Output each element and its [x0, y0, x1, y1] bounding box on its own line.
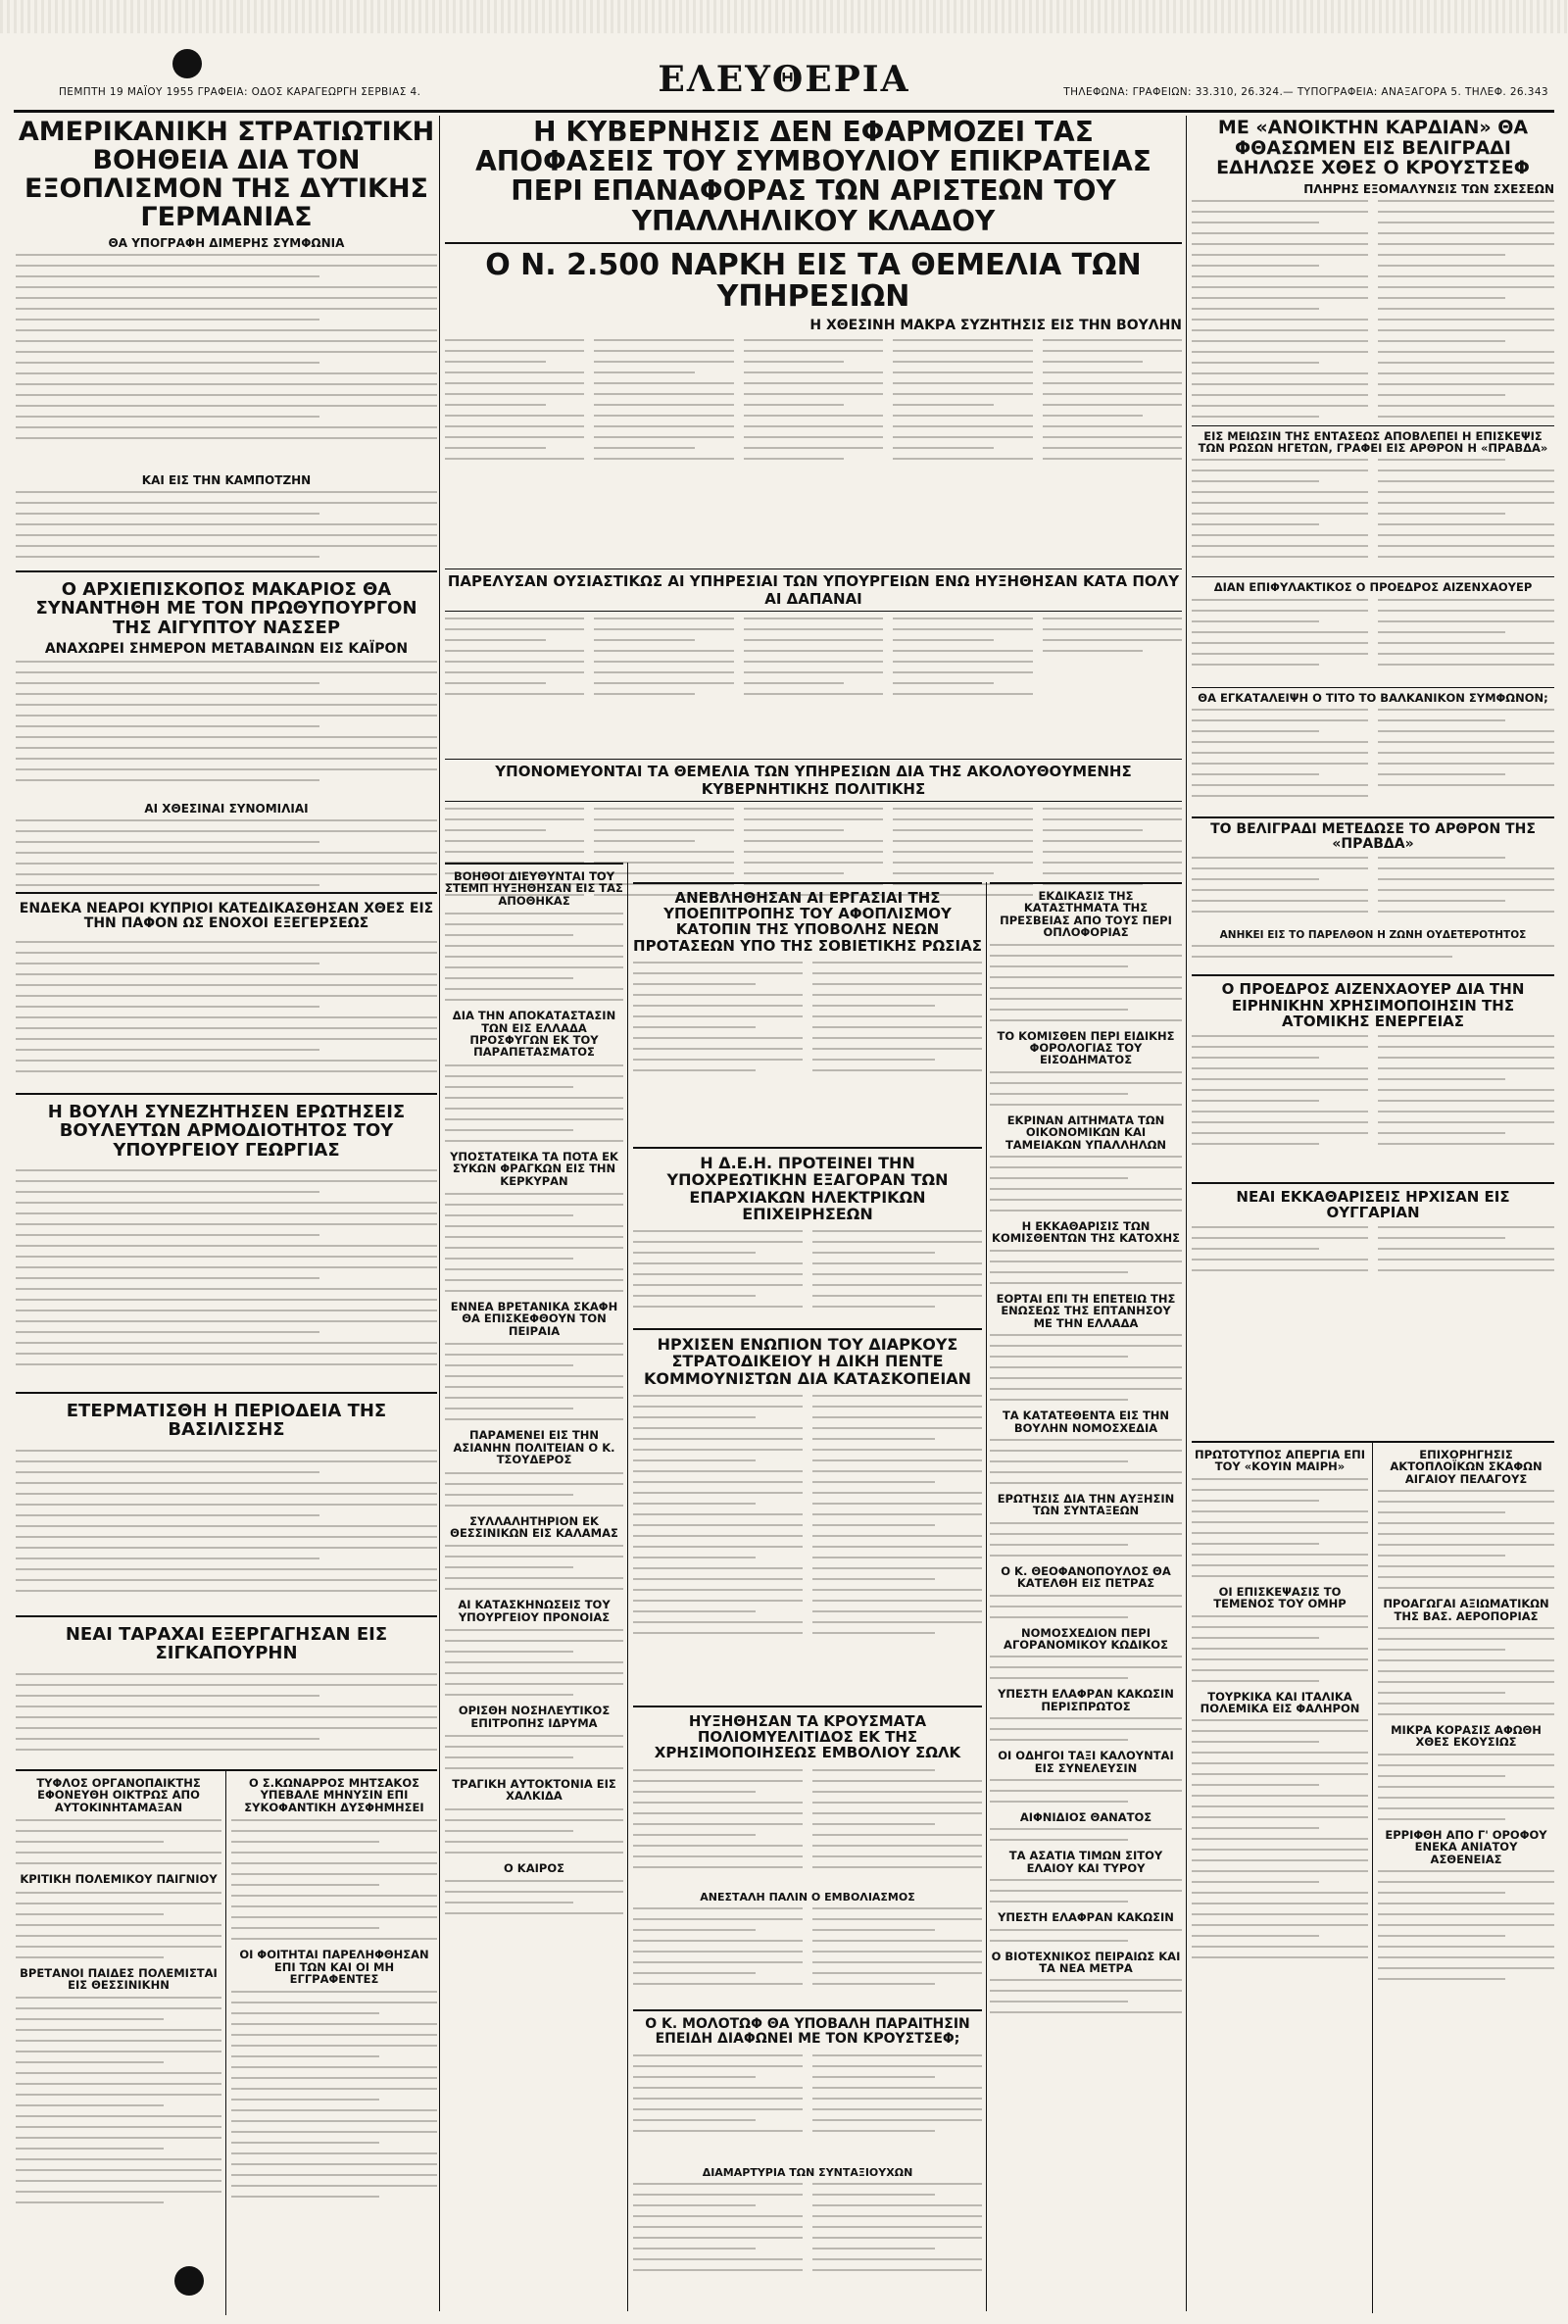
article-body	[633, 962, 982, 1109]
article-body	[16, 819, 437, 886]
masthead-rule	[14, 110, 1554, 113]
article-body	[445, 1343, 623, 1420]
article-body	[1378, 1870, 1554, 1980]
article-polio-vaccine	[633, 1706, 982, 2006]
brief-headline: ΟΙ ΕΠΙΣΚΕΨΑΣΙΣ ΤΟ ΤΕΜΕΝΟΣ ΤΟΥ ΟΜΗΡ	[1213, 1584, 1347, 1611]
article-body	[1378, 1490, 1554, 1589]
subhead: ΔΙΑΜΑΡΤΥΡΙΑ ΤΩΝ ΣΥΝΤΑΞΙΟΥΧΩΝ	[702, 2166, 913, 2180]
subhead: ΑΝΗΚΕΙ ΕΙΣ ΤΟ ΠΑΡΕΛΘΟΝ Η ΖΩΝΗ ΟΥΔΕΤΕΡΟΤΗΤΟΣ	[1219, 929, 1527, 942]
article-us-aid-germany	[16, 118, 437, 564]
brief-headline: ΕΡΩΤΗΣΙΣ ΔΙΑ ΤΗΝ ΑΥΞΗΣΙΝ ΤΩΝ ΣΥΝΤΑΞΕΩΝ	[997, 1491, 1175, 1518]
article-body	[990, 1595, 1182, 1618]
brief-headline: ΤΑ ΚΑΤΑΤΕΘΕΝΤΑ ΕΙΣ ΤΗΝ ΒΟΥΛΗΝ ΝΟΜΟΣΧΕΔΙΑ	[1002, 1409, 1170, 1435]
brief-headline: ΣΥΛΛΑΛΗΤΗΡΙΟΝ ΕΚ ΘΕΣΣΙΝΙΚΩΝ ΕΙΣ ΚΑΛΑΜΑΣ	[450, 1513, 618, 1540]
article-body	[445, 913, 623, 1001]
headline: ΝΕΑΙ ΤΑΡΑΧΑΙ ΕΞΕΡΓΑΓΗΣΑΝ ΕΙΣ ΣΙΓΚΑΠΟΥΡΗΝ	[65, 1624, 388, 1664]
headline: Ο Κ. ΜΟΛΟΤΩΦ ΘΑ ΥΠΟΒΑΛΗ ΠΑΡΑΙΤΗΣΙΝ ΕΠΕΙΔΗ ΔΙΑΦΩΝΕΙ ΜΕ ΤΟΝ ΚΡΟΥΣΤΣΕΦ;	[645, 2016, 970, 2048]
brief-headline: ΕΚΔΙΚΑΣΙΣ ΤΗΣ ΚΑΤΑΣΤΗΜΑΤΑ ΤΗΣ ΠΡΕΣΒΕΙΑΣ ΑΠΟ ΤΟΥΣ ΠΕΡΙ ΟΠΛΟΦΟΡΙΑΣ	[1000, 889, 1172, 940]
article-body	[16, 1819, 221, 1864]
column-divider	[1372, 1443, 1373, 2313]
newspaper-page	[14, 0, 1554, 2324]
article-body	[445, 1880, 623, 1914]
subhead: ΑΝΕΣΤΑΛΗ ΠΑΛΙΝ Ο ΕΜΒΟΛΙΑΣΜΟΣ	[700, 1890, 915, 1904]
article-singapore-riots	[16, 1615, 437, 1764]
article-body	[633, 1769, 982, 1887]
subheadline: ΘΑ ΕΓΚΑΤΑΛΕΙΨΗ Ο ΤΙΤΟ ΤΟ ΒΑΛΚΑΝΙΚΟΝ ΣΥΜΦΩΝΟΝ;	[1192, 687, 1554, 704]
subheadline: Ο ΠΡΟΕΔΡΟΣ ΑΙΖΕΝΧΑΟΥΕΡ ΔΙΑ ΤΗΝ ΕΙΡΗΝΙΚΗΝ ΧΡΗΣΙΜΟΠΟΙΗΣΙΝ ΤΗΣ ΑΤΟΜΙΚΗΣ ΕΝΕΡΓΕΙΑΣ	[1192, 974, 1554, 1029]
center-briefs	[445, 863, 623, 2313]
article-body	[1192, 1478, 1368, 1577]
headline: Η ΒΟΥΛΗ ΣΥΝΕΖΗΤΗΣΕΝ ΕΡΩΤΗΣΕΙΣ ΒΟΥΛΕΥΤΩΝ ΑΡΜΟΔΙΟΤΗΤΟΣ ΤΟΥ ΥΠΟΥΡΓΕΙΟΥ ΓΕΩΡΓΙΑΣ	[47, 1102, 406, 1161]
lead-banner: ΠΑΡΕΛΥΣΑΝ ΟΥΣΙΑΣΤΙΚΩΣ ΑΙ ΥΠΗΡΕΣΙΑΙ ΤΩΝ ΥΠΟΥΡΓΕΙΩΝ ΕΝΩ ΗΥΞΗΘΗΣΑΝ ΚΑΤΑ ΠΟΛΥ ΑΙ ΔΑΠΑΝΑΙ	[445, 569, 1182, 612]
article-body	[1192, 200, 1554, 425]
lead-banner: ΥΠΟΝΟΜΕΥΟΝΤΑΙ ΤΑ ΘΕΜΕΛΙΑ ΤΩΝ ΥΠΗΡΕΣΙΩΝ ΔΙΑ ΤΗΣ ΑΚΟΛΟΥΘΟΥΜΕΝΗΣ ΚΥΒΕΡΝΗΤΙΚΗΣ ΠΟΛΙΤΙΚΗΣ	[445, 759, 1182, 802]
column-divider	[627, 863, 628, 2311]
article-body	[990, 1656, 1182, 1679]
right-bottom-briefs	[1192, 1441, 1554, 2313]
article-body	[1192, 1035, 1554, 1182]
masthead	[14, 59, 1554, 106]
article-cypriots-sentenced	[16, 892, 437, 1090]
brief-headline: ΤΡΑΓΙΚΗ ΑΥΤΟΚΤΟΝΙΑ ΕΙΣ ΧΑΛΚΙΔΑ	[452, 1776, 616, 1804]
article-body	[445, 1064, 623, 1142]
article-body	[1192, 945, 1554, 974]
article-body	[990, 1522, 1182, 1557]
brief-headline: ΟΡΙΣΘΗ ΝΟΣΗΛΕΥΤΙΚΟΣ ΕΠΙΤΡΟΠΗΣ ΙΔΡΥΜΑ	[458, 1704, 611, 1730]
headline: ΑΜΕΡΙΚΑΝΙΚΗ ΣΤΡΑΤΙΩΤΙΚΗ ΒΟΗΘΕΙΑ ΔΙΑ ΤΟΝ ΕΞΟΠΛΙΣΜΟΝ ΤΗΣ ΔΥΤΙΚΗΣ ΓΕΡΜΑΝΙΑΣ	[18, 118, 435, 233]
brief-headline: ΤΟ ΚΟΜΙΣΘΕΝ ΠΕΡΙ ΕΙΔΙΚΗΣ ΦΟΡΟΛΟΓΙΑΣ ΤΟΥ ΕΙΣΟΔΗΜΑΤΟΣ	[997, 1028, 1175, 1067]
article-body	[633, 1230, 982, 1325]
article-body	[16, 254, 437, 470]
column-divider	[1186, 116, 1187, 2311]
brief-headline: ΕΝΝΕΑ ΒΡΕΤΑΝΙΚΑ ΣΚΑΦΗ ΘΑ ΕΠΙΣΚΕΦΘΟΥΝ ΤΟΝ ΠΕΙΡΑΙΑ	[450, 1300, 618, 1338]
article-body	[445, 618, 1182, 755]
brief-headline: ΕΚΡΙΝΑΝ ΑΙΤΗΜΑΤΑ ΤΩΝ ΟΙΚΟΝΟΜΙΚΩΝ ΚΑΙ ΤΑΜΕΙΑΚΩΝ ΥΠΑΛΛΗΛΩΝ	[1004, 1113, 1167, 1152]
article-body	[445, 339, 1182, 565]
headline: Ο ΑΡΧΙΕΠΙΣΚΟΠΟΣ ΜΑΚΑΡΙΟΣ ΘΑ ΣΥΝΑΝΤΗΘΗ ΜΕ ΤΟΝ ΠΡΩΘΥΠΟΥΡΓΟΝ ΤΗΣ ΑΙΓΥΠΤΟΥ ΝΑΣΣΕΡ	[35, 579, 417, 638]
article-body	[445, 1545, 623, 1590]
headline: ΕΝΔΕΚΑ ΝΕΑΡΟΙ ΚΥΠΡΙΟΙ ΚΑΤΕΔΙΚΑΣΘΗΣΑΝ ΧΘΕΣ ΕΙΣ ΤΗΝ ΠΑΦΟΝ ΩΣ ΕΝΟΧΟΙ ΕΞΕΓΕΡΣΕΩΣ	[19, 901, 434, 932]
headline: ΗΡΧΙΣΕΝ ΕΝΩΠΙΟΝ ΤΟΥ ΔΙΑΡΚΟΥΣ ΣΤΡΑΤΟΔΙΚΕΙΟΥ Η ΔΙΚΗ ΠΕΝΤΕ ΚΟΜΜΟΥΝΙΣΤΩΝ ΔΙΑ ΚΑΤΑΣΚΟΠΕΙΑΝ	[643, 1335, 972, 1388]
headline: Η Δ.Ε.Η. ΠΡΟΤΕΙΝΕΙ ΤΗΝ ΥΠΟΧΡΕΩΤΙΚΗΝ ΕΞΑΓΟΡΑΝ ΤΩΝ ΕΠΑΡΧΙΑΚΩΝ ΗΛΕΚΤΡΙΚΩΝ ΕΠΙΧΕΙΡΗΣΕΩΝ	[666, 1154, 949, 1223]
article-body	[990, 1979, 1182, 2013]
subheadline: ΤΟ ΒΕΛΙΓΡΑΔΙ ΜΕΤΕΔΩΣΕ ΤΟ ΑΡΘΡΟΝ ΤΗΣ «ΠΡΑΒΔΑ»	[1192, 816, 1554, 852]
brief-headline: ΔΙΑ ΤΗΝ ΑΠΟΚΑΤΑΣΤΑΣΙΝ ΤΩΝ ΕΙΣ ΕΛΛΑΔΑ ΠΡΟΣΦΥΓΩΝ ΕΚ ΤΟΥ ΠΑΡΑΠΕΤΑΣΜΑΤΟΣ	[452, 1009, 616, 1060]
subhead: ΚΑΙ ΕΙΣ ΤΗΝ ΚΑΜΠΟΤΖΗΝ	[141, 472, 312, 487]
article-body	[1192, 599, 1554, 687]
article-body	[16, 491, 437, 564]
subheadline: ΔΙΑΝ ΕΠΙΦΥΛΑΚΤΙΚΟΣ Ο ΠΡΟΕΔΡΟΣ ΑΙΖΕΝΧΑΟΥΕΡ	[1192, 576, 1554, 593]
article-khrushchev-belgrade	[1192, 118, 1554, 1431]
article-court-martial	[633, 1328, 982, 1703]
brief-headline: ΕΡΡΙΦΘΗ ΑΠΟ Γ' ΟΡΟΦΟΥ ΕΝΕΚΑ ΑΝΙΑΤΟΥ ΑΣΘΕΝΕΙΑΣ	[1385, 1827, 1547, 1866]
article-body	[990, 1879, 1182, 1903]
article-body	[990, 944, 1182, 1021]
brief-headline: ΒΟΗΘΟΙ ΔΙΕΥΘΥΝΤΑΙ ΤΟΥ ΣΤΕΜΠ ΗΥΞΗΘΗΣΑΝ ΕΙΣ ΤΑΣ ΑΠΟΘΗΚΑΣ	[445, 869, 623, 908]
brief-headline: Ο Κ. ΘΕΟΦΑΝΟΠΟΥΛΟΣ ΘΑ ΚΑΤΕΛΘΗ ΕΙΣ ΠΕΤΡΑΣ	[1001, 1563, 1171, 1591]
article-body	[1378, 1627, 1554, 1715]
brief-headline: ΑΙΦΝΙΔΙΟΣ ΘΑΝΑΤΟΣ	[1019, 1809, 1152, 1824]
deck: ΠΛΗΡΗΣ ΕΞΟΜΑΛΥΝΣΙΣ ΤΩΝ ΣΧΕΣΕΩΝ	[1303, 181, 1554, 196]
article-body	[16, 941, 437, 1072]
article-queen-tour	[16, 1392, 437, 1609]
article-body	[1192, 1226, 1554, 1305]
brief-headline: ΚΡΙΤΙΚΗ ΠΟΛΕΜΙΚΟΥ ΠΑΙΓΝΙΟΥ	[20, 1872, 218, 1887]
article-parliament-agriculture	[16, 1093, 437, 1389]
article-body	[16, 1169, 437, 1365]
brief-headline: ΕΟΡΤΑΙ ΕΠΙ ΤΗ ΕΠΕΤΕΙΩ ΤΗΣ ΕΝΩΣΕΩΣ ΤΗΣ ΕΠΤΑΝΗΣΟΥ ΜΕ ΤΗΝ ΕΛΛΑΔΑ	[996, 1291, 1176, 1330]
article-body	[633, 1395, 982, 1699]
brief-headline: Ο Σ.ΚΩΝΑΡΡΟΣ ΜΗΤΣΑΚΟΣ ΥΠΕΒΑΛΕ ΜΗΝΥΣΙΝ ΕΠΙ ΣΥΚΟΦΑΝΤΙΚΗ ΔΥΣΦΗΜΗΣΕΙ	[244, 1776, 424, 1814]
article-body	[990, 1717, 1182, 1741]
dateline: ΠΕΜΠΤΗ 19 ΜΑΪΟΥ 1955 ΓΡΑΦΕΙΑ: ΟΔΟΣ ΚΑΡΑΓΕΩΡΓΗ ΣΕΡΒΙΑΣ 4.	[59, 86, 421, 98]
lead-rule	[445, 242, 1182, 244]
brief-headline: Ο ΒΙΟΤΕΧΝΙΚΟΣ ΠΕΙΡΑΙΩΣ ΚΑΙ ΤΑ ΝΕΑ ΜΕΤΡΑ	[991, 1949, 1181, 1975]
article-body	[445, 1193, 623, 1292]
lead-subheadline: Ο Ν. 2.500 ΝΑΡΚΗ ΕΙΣ ΤΑ ΘΕΜΕΛΙΑ ΤΩΝ ΥΠΗΡΕΣΙΩΝ	[485, 247, 1142, 315]
brief-headline: ΤΥΦΛΟΣ ΟΡΓΑΝΟΠΑΙΚΤΗΣ ΕΦΟΝΕΥΘΗ ΟΙΚΤΡΩΣ ΑΠΟ ΑΥΤΟΚΙΝΗΤΑΜΑΞΑΝ	[36, 1776, 201, 1814]
brief-headline: ΕΠΙΧΟΡΗΓΗΣΙΣ ΑΚΤΟΠΛΟΪΚΩΝ ΣΚΑΦΩΝ ΑΙΓΑΙΟΥ ΠΕΛΑΓΟΥΣ	[1390, 1448, 1543, 1486]
brief-headline: ΑΙ ΚΑΤΑΣΚΗΝΩΣΕΙΣ ΤΟΥ ΥΠΟΥΡΓΕΙΟΥ ΠΡΟΝΟΙΑΣ	[458, 1598, 611, 1624]
deck: ΘΑ ΥΠΟΓΡΑΦΗ ΔΙΜΕΡΗΣ ΣΥΜΦΩΝΙΑ	[108, 235, 345, 250]
article-body	[633, 1907, 982, 2005]
bottom-left-briefs	[16, 1769, 437, 2315]
column-divider	[439, 116, 440, 2311]
article-body	[1378, 1754, 1554, 1820]
lead-deck: Η ΧΘΕΣΙΝΗ ΜΑΚΡΑ ΣΥΖΗΤΗΣΙΣ ΕΙΣ ΤΗΝ ΒΟΥΛΗΝ	[809, 317, 1182, 333]
article-body	[16, 1892, 221, 1958]
article-body	[231, 1819, 437, 1940]
subheadline: ΝΕΑΙ ΕΚΚΑΘΑΡΙΣΕΙΣ ΗΡΧΙΣΑΝ ΕΙΣ ΟΥΓΓΑΡΙΑΝ	[1192, 1182, 1554, 1220]
article-disarmament	[633, 882, 982, 1144]
article-body	[445, 1472, 623, 1507]
headline: ΑΝΕΒΛΗΘΗΣΑΝ ΑΙ ΕΡΓΑΣΙΑΙ ΤΗΣ ΥΠΟΕΠΙΤΡΟΠΗΣ ΤΟΥ ΑΦΟΠΛΙΣΜΟΥ ΚΑΤΟΠΙΝ ΤΗΣ ΥΠΟΒΟΛΗΣ ΝΕΩΝ ΠΡΟΤΑΣΕΩΝ ΥΠΟ ΤΗΣ ΣΟΒΙΕΤΙΚΗΣ ΡΩΣΙΑΣ	[633, 889, 982, 955]
brief-headline: ΒΡΕΤΑΝΟΙ ΠΑΙΔΕΣ ΠΟΛΕΜΙΣΤΑΙ ΕΙΣ ΘΕΣΣΙΝΙΚΗΝ	[20, 1965, 218, 1993]
brief-headline: ΟΙ ΟΔΗΓΟΙ ΤΑΞΙ ΚΑΛΟΥΝΤΑΙ ΕΙΣ ΣΥΝΕΛΕΥΣΙΝ	[998, 1749, 1174, 1775]
brief-headline: ΤΟΥΡΚΙΚΑ ΚΑΙ ΙΤΑΛΙΚΑ ΠΟΛΕΜΙΚΑ ΕΙΣ ΦΑΛΗΡΟΝ	[1200, 1689, 1360, 1716]
article-makarios-nasser	[16, 570, 437, 886]
article-body	[633, 2183, 982, 2300]
article-dei-electric	[633, 1147, 982, 1325]
lead-article	[445, 118, 1182, 902]
brief-headline: ΝΟΜΟΣΧΕΔΙΟΝ ΠΕΡΙ ΑΓΟΡΑΝΟΜΙΚΟΥ ΚΩΔΙΚΟΣ	[1004, 1625, 1168, 1652]
column-divider	[225, 1771, 226, 2315]
article-body	[633, 2054, 982, 2162]
article-body	[990, 1334, 1182, 1401]
phone-line: ΤΗΛΕΦΩΝΑ: ΓΡΑΦΕΙΩΝ: 33.310, 26.324.— ΤΥΠΟΓΡΑΦΕΙΑ: ΑΝΑΞΑΓΟΡΑ 5. ΤΗΛΕΦ. 26.343	[1063, 86, 1548, 98]
article-body	[16, 1997, 221, 2203]
article-body	[990, 1071, 1182, 1106]
brief-headline: ΥΠΕΣΤΗ ΕΛΑΦΡΑΝ ΚΑΚΩΣΙΝ ΠΕΡΙΣΠΡΩΤΟΣ	[998, 1687, 1174, 1713]
article-molotov	[633, 2009, 982, 2313]
article-body	[1192, 709, 1554, 816]
article-body	[1192, 1615, 1368, 1682]
headline: ΕΤΕΡΜΑΤΙΣΘΗ Η ΠΕΡΙΟΔΕΙΑ ΤΗΣ ΒΑΣΙΛΙΣΣΗΣ	[66, 1401, 387, 1441]
article-body	[16, 661, 437, 798]
article-body	[990, 1828, 1182, 1841]
article-body	[990, 1929, 1182, 1942]
article-body	[1192, 1719, 1368, 1958]
article-body	[16, 1673, 437, 1751]
article-body	[990, 1439, 1182, 1484]
brief-headline: ΜΙΚΡΑ ΚΟΡΑΣΙΣ ΑΦΩΘΗ ΧΘΕΣ ΕΚΟΥΣΙΩΣ	[1391, 1723, 1542, 1750]
article-body	[445, 1735, 623, 1769]
article-body	[990, 1156, 1182, 1211]
article-body	[990, 1779, 1182, 1803]
brief-headline: ΥΠΕΣΤΗ ΕΛΑΦΡΑΝ ΚΑΚΩΣΙΝ	[998, 1910, 1174, 1925]
brief-headline: ΤΑ ΑΣΑΤΙΑ ΤΙΜΩΝ ΣΙΤΟΥ ΕΛΑΙΟΥ ΚΑΙ ΤΥΡΟΥ	[1008, 1849, 1163, 1875]
brief-headline: Η ΕΚΚΑΘΑΡΙΣΙΣ ΤΩΝ ΚΟΜΙΣΘΕΝΤΩΝ ΤΗΣ ΚΑΤΟΧΗΣ	[992, 1219, 1180, 1246]
brief-headline: ΥΠΟΣΤΑΤΕΙΚΑ ΤΑ ΠΟΤΑ ΕΚ ΣΥΚΩΝ ΦΡΑΓΚΩΝ ΕΙΣ ΤΗΝ ΚΕΡΚΥΡΑΝ	[450, 1149, 618, 1188]
brief-headline: ΟΙ ΦΟΙΤΗΤΑΙ ΠΑΡΕΛΗΦΘΗΣΑΝ ΕΠΙ ΤΩΝ ΚΑΙ ΟΙ ΜΗ ΕΓΓΡΑΦΕΝΤΕΣ	[239, 1948, 429, 1987]
article-body	[1192, 459, 1554, 576]
column-divider	[986, 882, 987, 2311]
newspaper-title: ΕΛΕΥΘΕΡΙΑ	[658, 59, 910, 100]
headline: ΜΕ «ΑΝΟΙΚΤΗΝ ΚΑΡΔΙΑΝ» ΘΑ ΦΘΑΣΩΜΕΝ ΕΙΣ ΒΕΛΙΓΡΑΔΙ ΕΔΗΛΩΣΕ ΧΘΕΣ Ο ΚΡΟΥΣΤΣΕΦ	[1216, 118, 1530, 179]
punch-hole	[172, 49, 202, 78]
brief-headline: ΠΡΩΤΟΤΥΠΟΣ ΑΠΕΡΓΙΑ ΕΠΙ ΤΟΥ «ΚΟΥΙΝ ΜΑΙΡΗ»	[1195, 1448, 1365, 1474]
deck: ΑΝΑΧΩΡΕΙ ΣΗΜΕΡΟΝ ΜΕΤΑΒΑΙΝΩΝ ΕΙΣ ΚΑΪΡΟΝ	[44, 641, 409, 658]
brief-headline: ΠΑΡΑΜΕΝΕΙ ΕΙΣ ΤΗΝ ΑΣΙΑΝΗΝ ΠΟΛΙΤΕΙΑΝ Ο Κ. ΤΣΟΥΔΕΡΟΣ	[453, 1428, 615, 1467]
article-body	[445, 1808, 623, 1854]
lead-headline: Η ΚΥΒΕΡΝΗΣΙΣ ΔΕΝ ΕΦΑΡΜΟΖΕΙ ΤΑΣ ΑΠΟΦΑΣΕΙΣ ΤΟΥ ΣΥΜΒΟΥΛΙΟΥ ΕΠΙΚΡΑΤΕΙΑΣ ΠΕΡΙ ΕΠΑΝΑΦΟΡΑΣ ΤΩΝ ΑΡΙΣΤΕΩΝ ΤΟΥ ΥΠΑΛΛΗΛΙΚΟΥ ΚΛΑΔΟΥ	[475, 118, 1152, 237]
headline: ΗΥΞΗΘΗΣΑΝ ΤΑ ΚΡΟΥΣΜΑΤΑ ΠΟΛΙΟΜΥΕΛΙΤΙΔΟΣ ΕΚ ΤΗΣ ΧΡΗΣΙΜΟΠΟΙΗΣΕΩΣ ΕΜΒΟΛΙΟΥ ΣΩΛΚ	[654, 1712, 961, 1762]
brief-headline: ΠΡΟΑΓΩΓΑΙ ΑΞΙΩΜΑΤΙΚΩΝ ΤΗΣ ΒΑΣ. ΑΕΡΟΠΟΡΙΑΣ	[1383, 1597, 1549, 1623]
subhead: ΑΙ ΧΘΕΣΙΝΑΙ ΣΥΝΟΜΙΛΙΑΙ	[144, 802, 309, 816]
subheadline: ΕΙΣ ΜΕΙΩΣΙΝ ΤΗΣ ΕΝΤΑΣΕΩΣ ΑΠΟΒΛΕΠΕΙ Η ΕΠΙΣΚΕΨΙΣ ΤΩΝ ΡΩΣΩΝ ΗΓΕΤΩΝ, ΓΡΑΦΕΙ ΕΙΣ ΑΡΘΡΟΝ Η «ΠΡΑΒΔΑ»	[1192, 425, 1554, 455]
article-body	[445, 1629, 623, 1696]
article-body	[990, 1250, 1182, 1284]
punch-hole	[174, 2266, 204, 2296]
article-body	[16, 1450, 437, 1592]
article-body	[1192, 857, 1554, 925]
brief-headline: Ο ΚΑΙΡΟΣ	[504, 1860, 564, 1875]
column-four-briefs	[990, 882, 1182, 2313]
article-body	[231, 1991, 437, 2198]
